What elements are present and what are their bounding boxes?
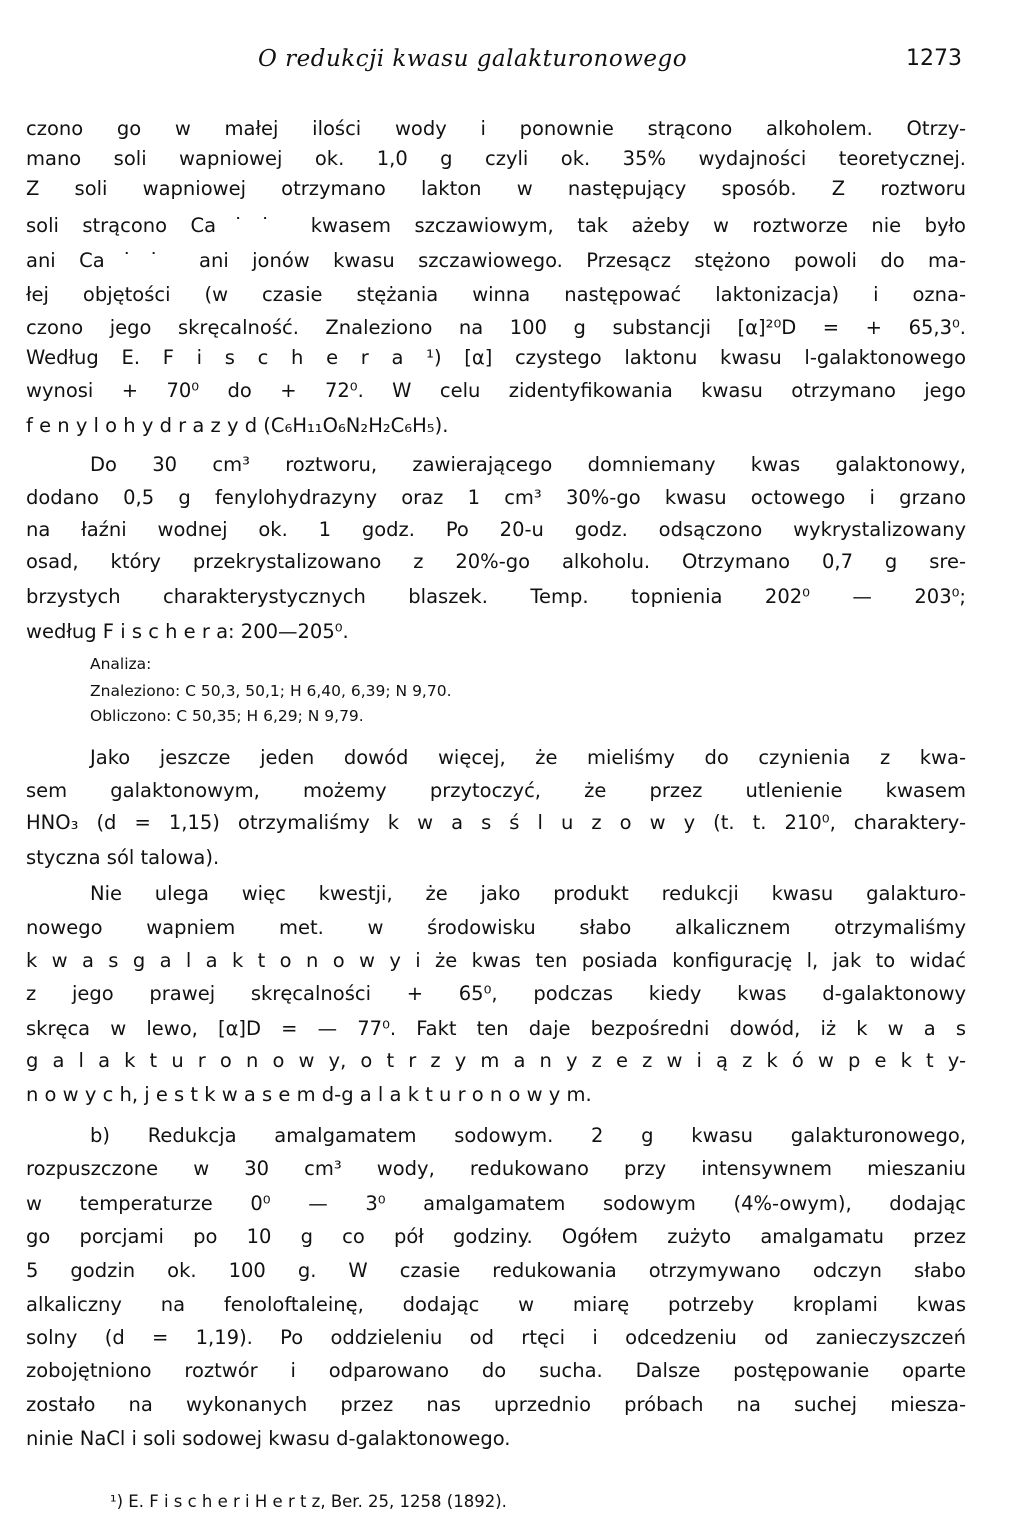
text-line: Do 30 cm³ roztworu, zawierającego domniemany kwas galaktonowy, [90, 453, 966, 476]
text-line: łej objętości (w czasie stężania winna następować laktonizacja) i ozna- [26, 283, 966, 306]
text-line: g a l a k t u r o n o w y, o t r z y m a n y z e z w i ą z k ó w p e k t y- [26, 1049, 966, 1072]
text-line: mano soli wapniowej ok. 1,0 g czyli ok. 35% wydajności teoretycznej. [26, 147, 966, 170]
page-header [0, 46, 1024, 78]
text-line: 5 godzin ok. 100 g. W czasie redukowania otrzymywano odczyn słabo [26, 1259, 966, 1282]
page-number: 1273 [906, 46, 962, 71]
text-line: Jako jeszcze jeden dowód więcej, że mieliśmy do czynienia z kwa- [90, 746, 966, 769]
text-line: solny (d = 1,19). Po oddzieleniu od rtęci i odcedzeniu od zanieczyszczeń [26, 1326, 966, 1349]
text-line: b) Redukcja amalgamatem sodowym. 2 g kwasu galakturonowego, [90, 1124, 966, 1147]
analysis-calculated: Obliczono: C 50,35; H 6,29; N 9,79. [90, 707, 364, 725]
text-line: czono go w małej ilości wody i ponownie strącono alkoholem. Otrzy- [26, 117, 966, 140]
text-line: go porcjami po 10 g co pół godziny. Ogółem zużyto amalgamatu przez [26, 1225, 966, 1248]
text-line: w temperaturze 0⁰ — 3⁰ amalgamatem sodowym (4%-owym), dodając [26, 1192, 966, 1215]
analysis-found: Znaleziono: C 50,3, 50,1; H 6,40, 6,39; N 9,70. [90, 682, 452, 700]
text-line: styczna sól talowa). [26, 846, 220, 869]
text-line: nowego wapniem met. w środowisku słabo alkalicznem otrzymaliśmy [26, 916, 966, 939]
text-line: soli strącono Ca˙˙ kwasem szczawiowym, tak ażeby w roztworze nie było [26, 214, 966, 237]
text-line: ani Ca˙˙ ani jonów kwasu szczawiowego. Przesącz stężono powoli do ma- [26, 249, 966, 272]
text-line: wynosi + 70⁰ do + 72⁰. W celu zidentyfikowania kwasu otrzymano jego [26, 379, 966, 402]
text-line: rozpuszczone w 30 cm³ wody, redukowano przy intensywnem mieszaniu [26, 1157, 966, 1180]
text-line: brzystych charakterystycznych blaszek. Temp. topnienia 202⁰ — 203⁰; [26, 585, 966, 608]
text-line: k w a s g a l a k t o n o w y i że kwas ten posiada konfigurację l, jak to widać [26, 949, 966, 972]
text-line: skręca w lewo, [α]D = — 77⁰. Fakt ten daje bezpośredni dowód, iż k w a s [26, 1017, 966, 1040]
running-title: O redukcji kwasu galakturonowego [258, 46, 688, 72]
text-line: dodano 0,5 g fenylohydrazyny oraz 1 cm³ 30%-go kwasu octowego i grzano [26, 486, 966, 509]
text-line: ninie NaCl i soli sodowej kwasu d-galaktonowego. [26, 1427, 511, 1450]
text-line: z jego prawej skręcalności + 65⁰, podczas kiedy kwas d-galaktonowy [26, 982, 966, 1005]
text-line: Z soli wapniowej otrzymano lakton w następujący sposób. Z roztworu [26, 177, 966, 200]
text-line: f e n y l o h y d r a z y d (C₆H₁₁O₆N₂H₂C₆H₅). [26, 414, 449, 437]
text-line: zobojętniono roztwór i odparowano do sucha. Dalsze postępowanie oparte [26, 1359, 966, 1382]
analysis-heading: Analiza: [90, 655, 152, 673]
text-line: Według E. F i s c h e r a ¹) [α] czystego laktonu kwasu l-galaktonowego [26, 346, 966, 369]
text-line: n o w y c h, j e s t k w a s e m d-g a l a k t u r o n o w y m. [26, 1083, 592, 1106]
text-line: czono jego skręcalność. Znaleziono na 100 g substancji [α]²⁰D = + 65,3⁰. [26, 316, 966, 339]
text-line: osad, który przekrystalizowano z 20%-go alkoholu. Otrzymano 0,7 g sre- [26, 550, 966, 573]
text-line: alkaliczny na fenoloftaleinę, dodając w miarę potrzeby kroplami kwas [26, 1293, 966, 1316]
text-line: według F i s c h e r a: 200—205⁰. [26, 620, 349, 643]
text-line: sem galaktonowym, możemy przytoczyć, że przez utlenienie kwasem [26, 779, 966, 802]
text-line: zostało na wykonanych przez nas uprzednio próbach na suchej miesza- [26, 1393, 966, 1416]
text-line: na łaźni wodnej ok. 1 godz. Po 20-u godz. odsączono wykrystalizowany [26, 518, 966, 541]
text-line: Nie ulega więc kwestji, że jako produkt redukcji kwasu galakturo- [90, 882, 966, 905]
text-line: HNO₃ (d = 1,15) otrzymaliśmy k w a s ś l u z o w y (t. t. 210⁰, charaktery- [26, 811, 966, 834]
footnote: ¹) E. F i s c h e r i H e r t z, Ber. 25, 1258 (1892). [110, 1492, 507, 1511]
